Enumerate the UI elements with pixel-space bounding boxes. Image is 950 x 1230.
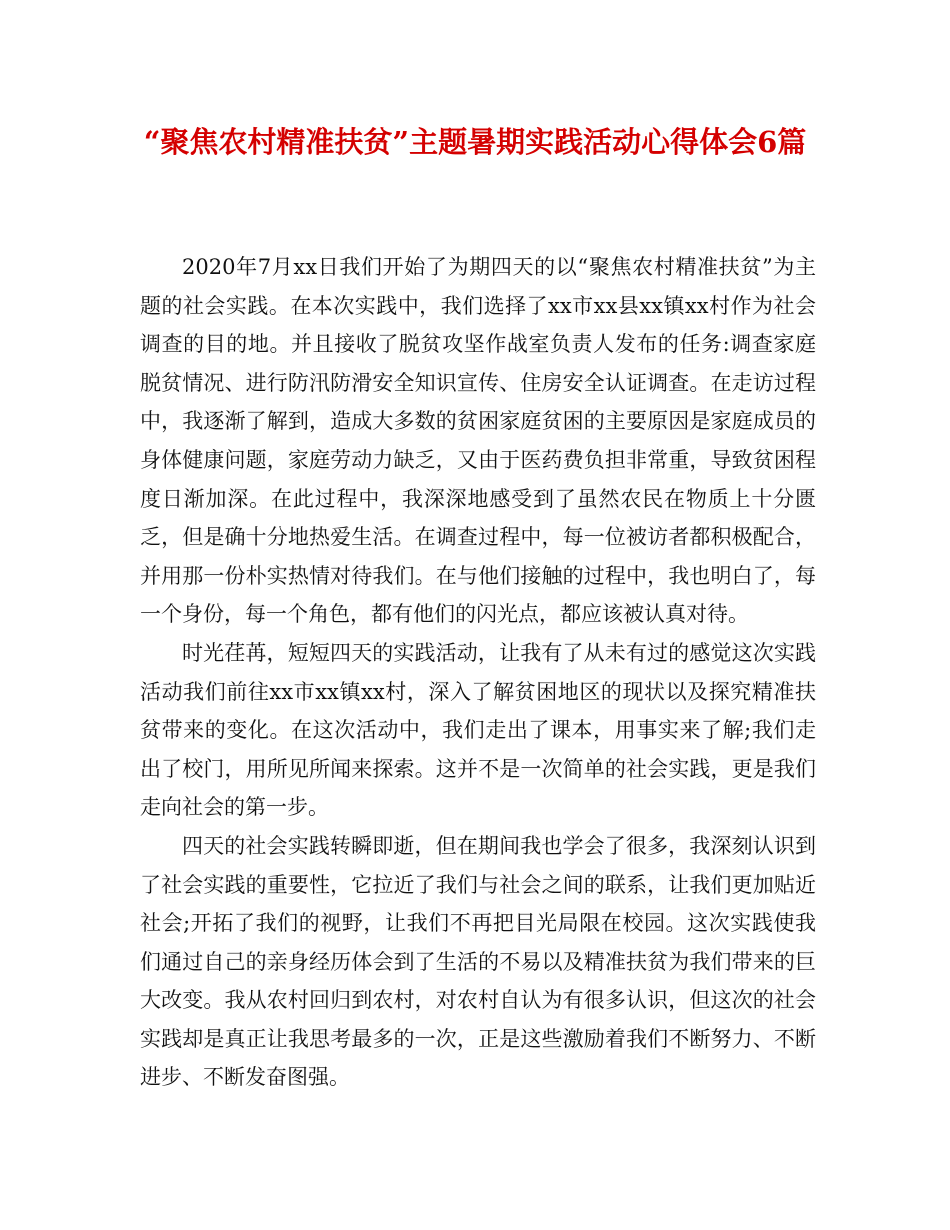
paragraph-2: 时光荏苒，短短四天的实践活动，让我有了从未有过的感觉这次实践活动我们前往xx市xx镇xx村，深入了解贫困地区的现状以及探究精准扶贫带来的变化。在这次活动中，我们走出了课本，用事实来了解;我们走出了校门，用所见所闻来探索。这并不是一次简单的社会实践，更是我们走向社会的第一步。 — [140, 640, 816, 820]
document-title: “聚焦农村精准扶贫”主题暑期实践活动心得体会6篇 — [143, 125, 807, 159]
paragraph-3: 四天的社会实践转瞬即逝，但在期间我也学会了很多，我深刻认识到了社会实践的重要性，它拉近了我们与社会之间的联系，让我们更加贴近社会;开拓了我们的视野，让我们不再把目光局限在校园。这次实践使我们通过自己的亲身经历体会到了生活的不易以及精准扶贫为我们带来的巨大改变。我从农村回归到农村，对农村自认为有很多认识，但这次的社会实践却是真正让我思考最多的一次，正是这些激励着我们不断努力、不断进步、不断发奋图强。 — [140, 833, 816, 1090]
paragraph-1: 2020年7月xx日我们开始了为期四天的以“聚焦农村精准扶贫”为主题的社会实践。在本次实践中，我们选择了xx市xx县xx镇xx村作为社会调查的目的地。并且接收了脱贫攻坚作战室负责人发布的任务:调查家庭脱贫情况、进行防汛防滑安全知识宣传、住房安全认证调查。在走访过程中，我逐渐了解到，造成大多数的贫困家庭贫困的主要原因是家庭成员的身体健康问题，家庭劳动力缺乏，又由于医药费负担非常重，导致贫困程度日渐加深。在此过程中，我深深地感受到了虽然农民在物质上十分匮乏，但是确十分地热爱生活。在调查过程中，每一位被访者都积极配合，并用那一份朴实热情对待我们。在与他们接触的过程中，我也明白了，每一个身份，每一个角色，都有他们的闪光点，都应该被认真对待。 — [140, 255, 816, 627]
document-body — [140, 248, 816, 1097]
